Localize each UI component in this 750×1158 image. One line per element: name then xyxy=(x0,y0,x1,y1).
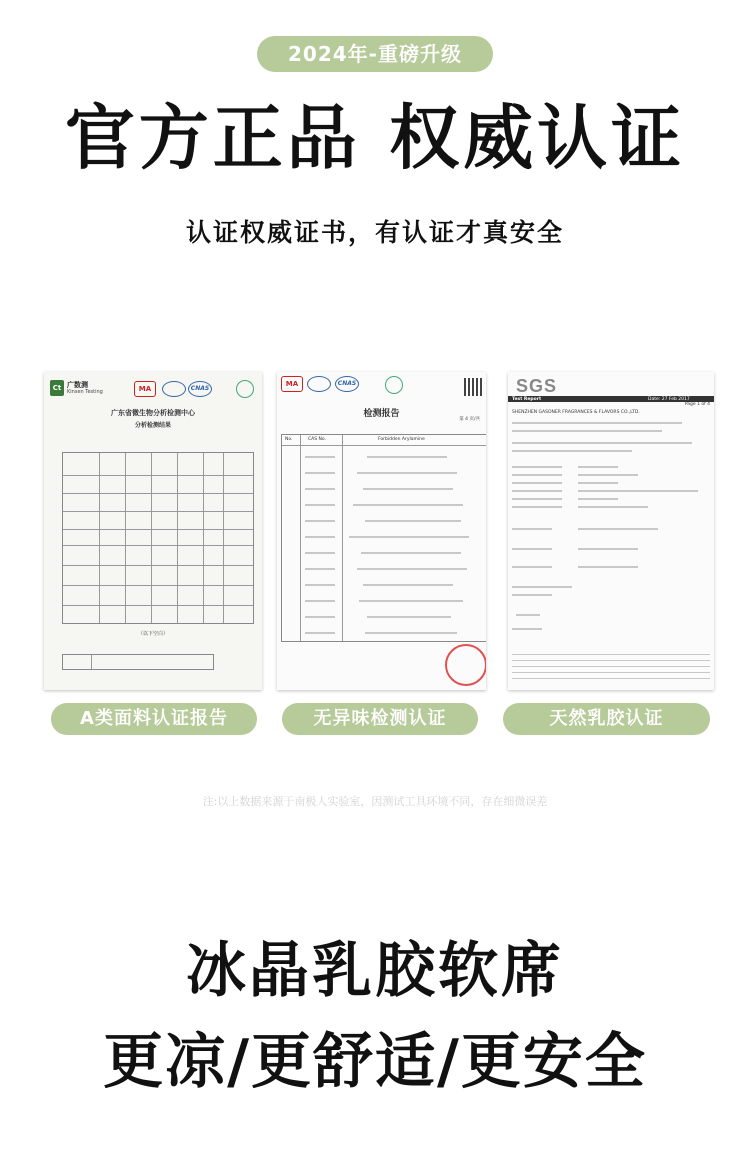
doc2-col-no: No. xyxy=(285,437,293,442)
doc2-page: 第 4 页/共 xyxy=(459,417,480,422)
doc2-report-title: 检测报告 xyxy=(363,409,400,419)
doc2-col-name: Forbidden Arylamine xyxy=(378,437,425,442)
doc2-col-cas: CAS No. xyxy=(308,437,326,442)
product-slogan-line2: 更凉/更舒适/更安全 xyxy=(103,1027,647,1097)
disclaimer-note: 注:以上数据来源于南极人实验室，因测试工具环境不同，存在细微误差 xyxy=(202,795,548,808)
tag-fabric-report: A类面料认证报告 xyxy=(51,703,257,735)
seal-mark-icon-2 xyxy=(385,376,403,394)
ilac-mark-icon-2 xyxy=(307,376,331,392)
certificate-image-latex xyxy=(508,372,714,690)
doc1-org-name: 广数测 xyxy=(67,381,88,389)
cma-mark-icon: MA xyxy=(134,381,156,397)
doc3-company: SHENZHEN GASONER FRAGRANCES & FLAVORS CO.,LTD. xyxy=(512,410,640,415)
red-seal-stamp-icon xyxy=(445,644,486,686)
doc1-org-en: Kinsen Testing xyxy=(67,389,103,395)
doc3-page: Page 1 of 4 xyxy=(684,402,710,407)
page-title: 官方正品 权威认证 xyxy=(64,97,686,179)
doc1-report-title: 分析检测结果 xyxy=(134,422,171,429)
doc1-logo-row xyxy=(50,378,256,404)
doc2-arylamine-table xyxy=(281,434,486,642)
certification-tags xyxy=(0,703,750,735)
page-subtitle: 认证权威证书，有认证才真安全 xyxy=(185,218,564,247)
certificate-image-odor xyxy=(277,372,486,690)
cma-mark-icon-2: MA xyxy=(281,376,303,392)
doc3-report-label: Test Report xyxy=(512,397,542,402)
doc1-results-table xyxy=(62,452,254,624)
qr-code-icon xyxy=(464,378,482,396)
doc3-date: Date: 27 Feb 2017 xyxy=(648,397,690,402)
sgs-logo-icon: SGS xyxy=(516,376,558,396)
tag-odor-test: 无异味检测认证 xyxy=(282,703,478,735)
ilac-mark-icon xyxy=(162,381,186,397)
upgrade-badge: 2024年-重磅升级 xyxy=(257,36,493,72)
certificate-image-fabric xyxy=(44,372,262,690)
cnas-mark-icon-2: CNAS xyxy=(335,376,359,392)
doc1-header: 广东省微生物分析检测中心 xyxy=(111,409,195,417)
product-slogan-line1: 冰晶乳胶软席 xyxy=(186,936,564,1006)
cnas-mark-icon: CNAS xyxy=(188,381,212,397)
doc1-footer: （以下空白） xyxy=(137,631,168,637)
ct-logo-icon: Ct xyxy=(50,380,64,396)
tag-latex-cert: 天然乳胶认证 xyxy=(503,703,710,735)
seal-mark-icon xyxy=(236,380,254,398)
doc1-signature-box xyxy=(62,654,214,670)
